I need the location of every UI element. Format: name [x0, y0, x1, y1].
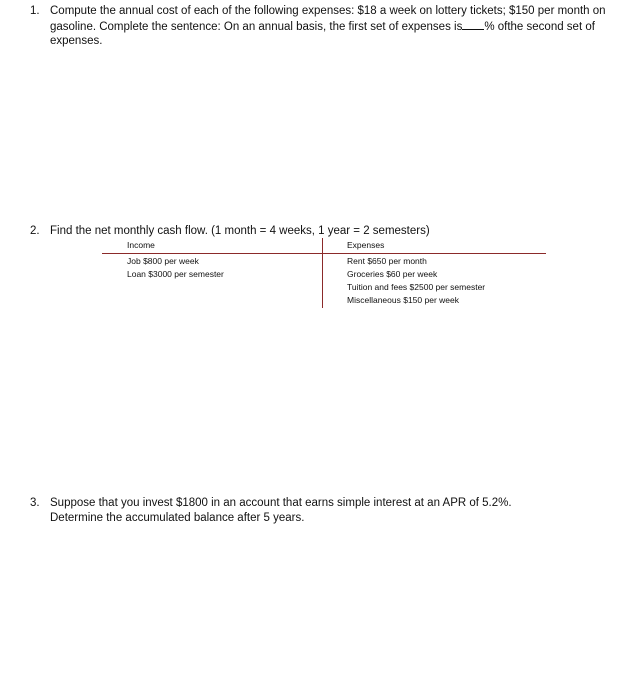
- income-column: [127, 255, 224, 281]
- question-text: [50, 4, 620, 49]
- question-number: 3.: [30, 497, 40, 509]
- expense-item: Rent $650 per month: [347, 256, 427, 266]
- question-number: 1.: [30, 5, 40, 17]
- question-3: [30, 496, 550, 525]
- answer-blank: [462, 19, 484, 30]
- income-header: Income: [127, 240, 155, 250]
- cash-flow-ledger: [102, 238, 546, 310]
- expense-item: Tuition and fees $2500 per semester: [347, 282, 486, 292]
- question-1: [30, 4, 620, 49]
- ledger-vertical-rule: [322, 238, 323, 308]
- question-text: Find the net monthly cash flow. (1 month = 4 weeks, 1 year = 2 semesters): [50, 225, 430, 237]
- expense-item: Miscellaneous $150 per week: [347, 295, 459, 305]
- question-text-before-blank: Compute the annual cost of each of the following expenses: $18 a week on lottery tickets; $150 per month on gasoline. Complete the sentence: On an annual basis, the first set of expenses is: [50, 5, 606, 33]
- expenses-header: Expenses: [347, 240, 385, 250]
- expenses-column: [347, 255, 485, 307]
- expense-item: Groceries $60 per week: [347, 269, 438, 279]
- income-item: Loan $3000 per semester: [127, 269, 224, 279]
- question-number: 2.: [30, 225, 40, 237]
- income-item: Job $800 per week: [127, 256, 199, 266]
- question-2: [30, 224, 550, 239]
- question-text-after-blank: % ofthe second set of expenses.: [50, 20, 595, 47]
- ledger-horizontal-rule: [102, 253, 546, 254]
- question-text: Suppose that you invest $1800 in an account that earns simple interest at an APR of 5.2%. Determine the accumulated balance after 5 years.: [50, 497, 512, 524]
